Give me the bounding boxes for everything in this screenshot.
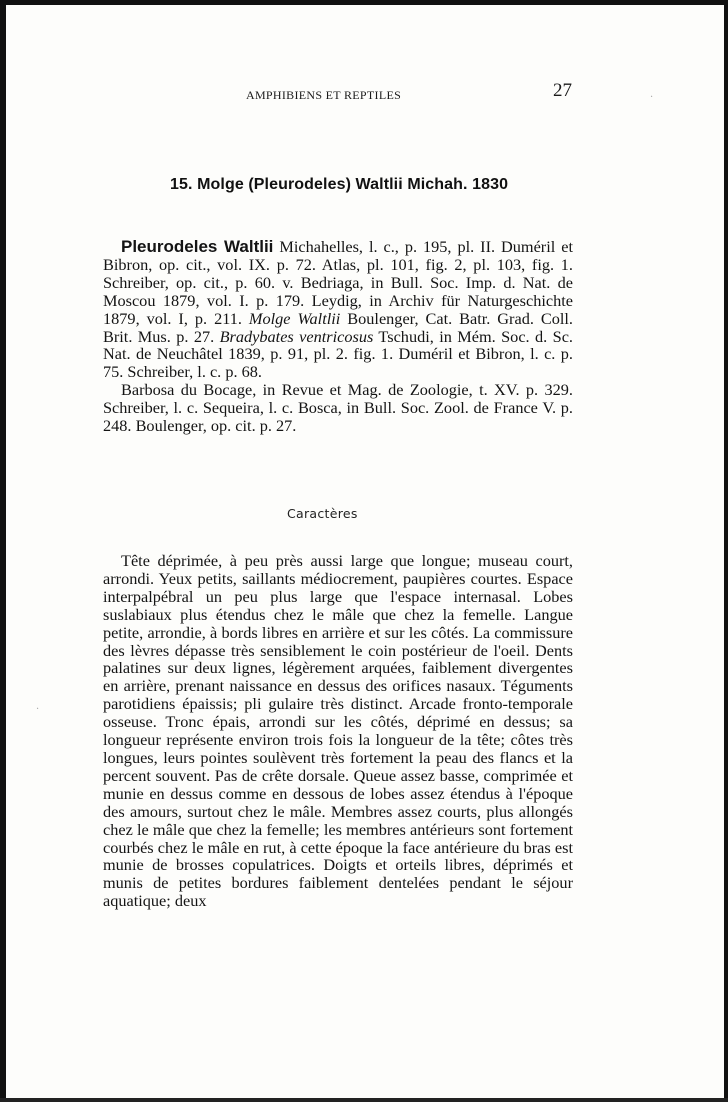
synonym-italic-2: Bradybates ventricosus [219,326,374,346]
page-number: 27 [553,80,572,101]
characters-paragraph: Tête déprimée, à peu près aussi large que longue; museau court, arrondi. Yeux petits, saillants médiocrement, paupières courtes. Espace interpalpébral un peu plus large que l'espace internasal. Lobes suslabiaux plus étendus chez le mâle que chez la femelle. Langue petite, arrondie, à bords libres en arrière et sur les côtés. La commissure des lèvres dépasse très sensiblement le coin postérieur de l'oeil. Dents palatines sur deux lignes, légèrement arquées, faiblement divergentes en arrière, prenant naissance en dessus des orifices nasaux. Téguments parotidiens épaissis; pli gulaire très distinct. Arcade fronto-temporale osseuse. Tronc épais, arrondi sur les côtés, déprimé en dessus; sa longueur représente environ trois fois la longueur de la tête; côtes très longues, leurs pointes soulèvent très fortement la peau des flancs et la percent souvent. Pas de crête dorsale. Queue assez basse, comprimée et munie en dessus comme en dessous de lobes assez étendus à l'époque des amours, surtout chez le mâle. Membres assez courts, plus allongés chez le mâle que chez la femelle; les membres antérieurs sont fortement courbés chez le mâle en rut, à cette époque la face antérieure du bras est munie de brosses copulatrices. Doigts et orteils libres, déprimés et munis de petites bordures faiblement dentelées pendant le séjour aquatique; deux [103,551,573,911]
section-title-text: Molge (Pleurodeles) Waltlii Michah. 1830 [197,176,509,193]
scan-border-left [0,0,6,1102]
characters-heading: Caractères [287,506,358,521]
synonymy-text-2: Boulenger, Cat. Batr. Grad. Coll. Brit. Mus. p. 27. [103,308,573,346]
section-number: 15. [170,176,193,193]
characters-block [103,552,573,910]
synonymy-block [103,238,573,435]
synonymy-paragraph-2: Barbosa du Bocage, in Revue et Mag. de Zoologie, t. XV. p. 329. Schreiber, l. c. Sequeira, l. c. Bosca, in Bull. Soc. Zool. de France V. p. 248. Boulenger, op. cit. p. 27. [103,380,573,436]
section-title [170,176,508,194]
scan-border-right [724,0,728,1102]
synonymy-text-3: Tschudi, in Mém. Soc. d. Sc. Nat. de Neuchâtel 1839, p. 91, pl. 2. fig. 1. Duméril et Bibron, l. c. p. 75. Schreiber, l. c. p. 68. [103,326,573,382]
synonym-head-word: Pleurodeles Waltlii [121,237,274,256]
scan-speck: · [36,704,40,715]
scan-border-top [0,0,728,5]
synonym-italic-1: Molge Waltlii [248,308,341,328]
scan-speck: · [650,92,654,103]
synonymy-paragraph [103,238,573,381]
running-title: AMPHIBIENS ET REPTILES [246,88,402,102]
synonymy-text-1: Michahelles, l. c., p. 195, pl. II. Duméril et Bibron, op. cit., vol. IX. p. 72. Atlas, pl. 101, fig. 2, pl. 103, fig. 1. Schreiber, op. cit., p. 60. v. Bedriaga, in Bull. Soc. Imp. d. Nat. de Moscou 1879, vol. I. p. 179. Leydig, in Archiv für Naturgeschichte 1879, vol. I, p. 211. [103,237,573,328]
scan-border-bottom [0,1098,728,1102]
